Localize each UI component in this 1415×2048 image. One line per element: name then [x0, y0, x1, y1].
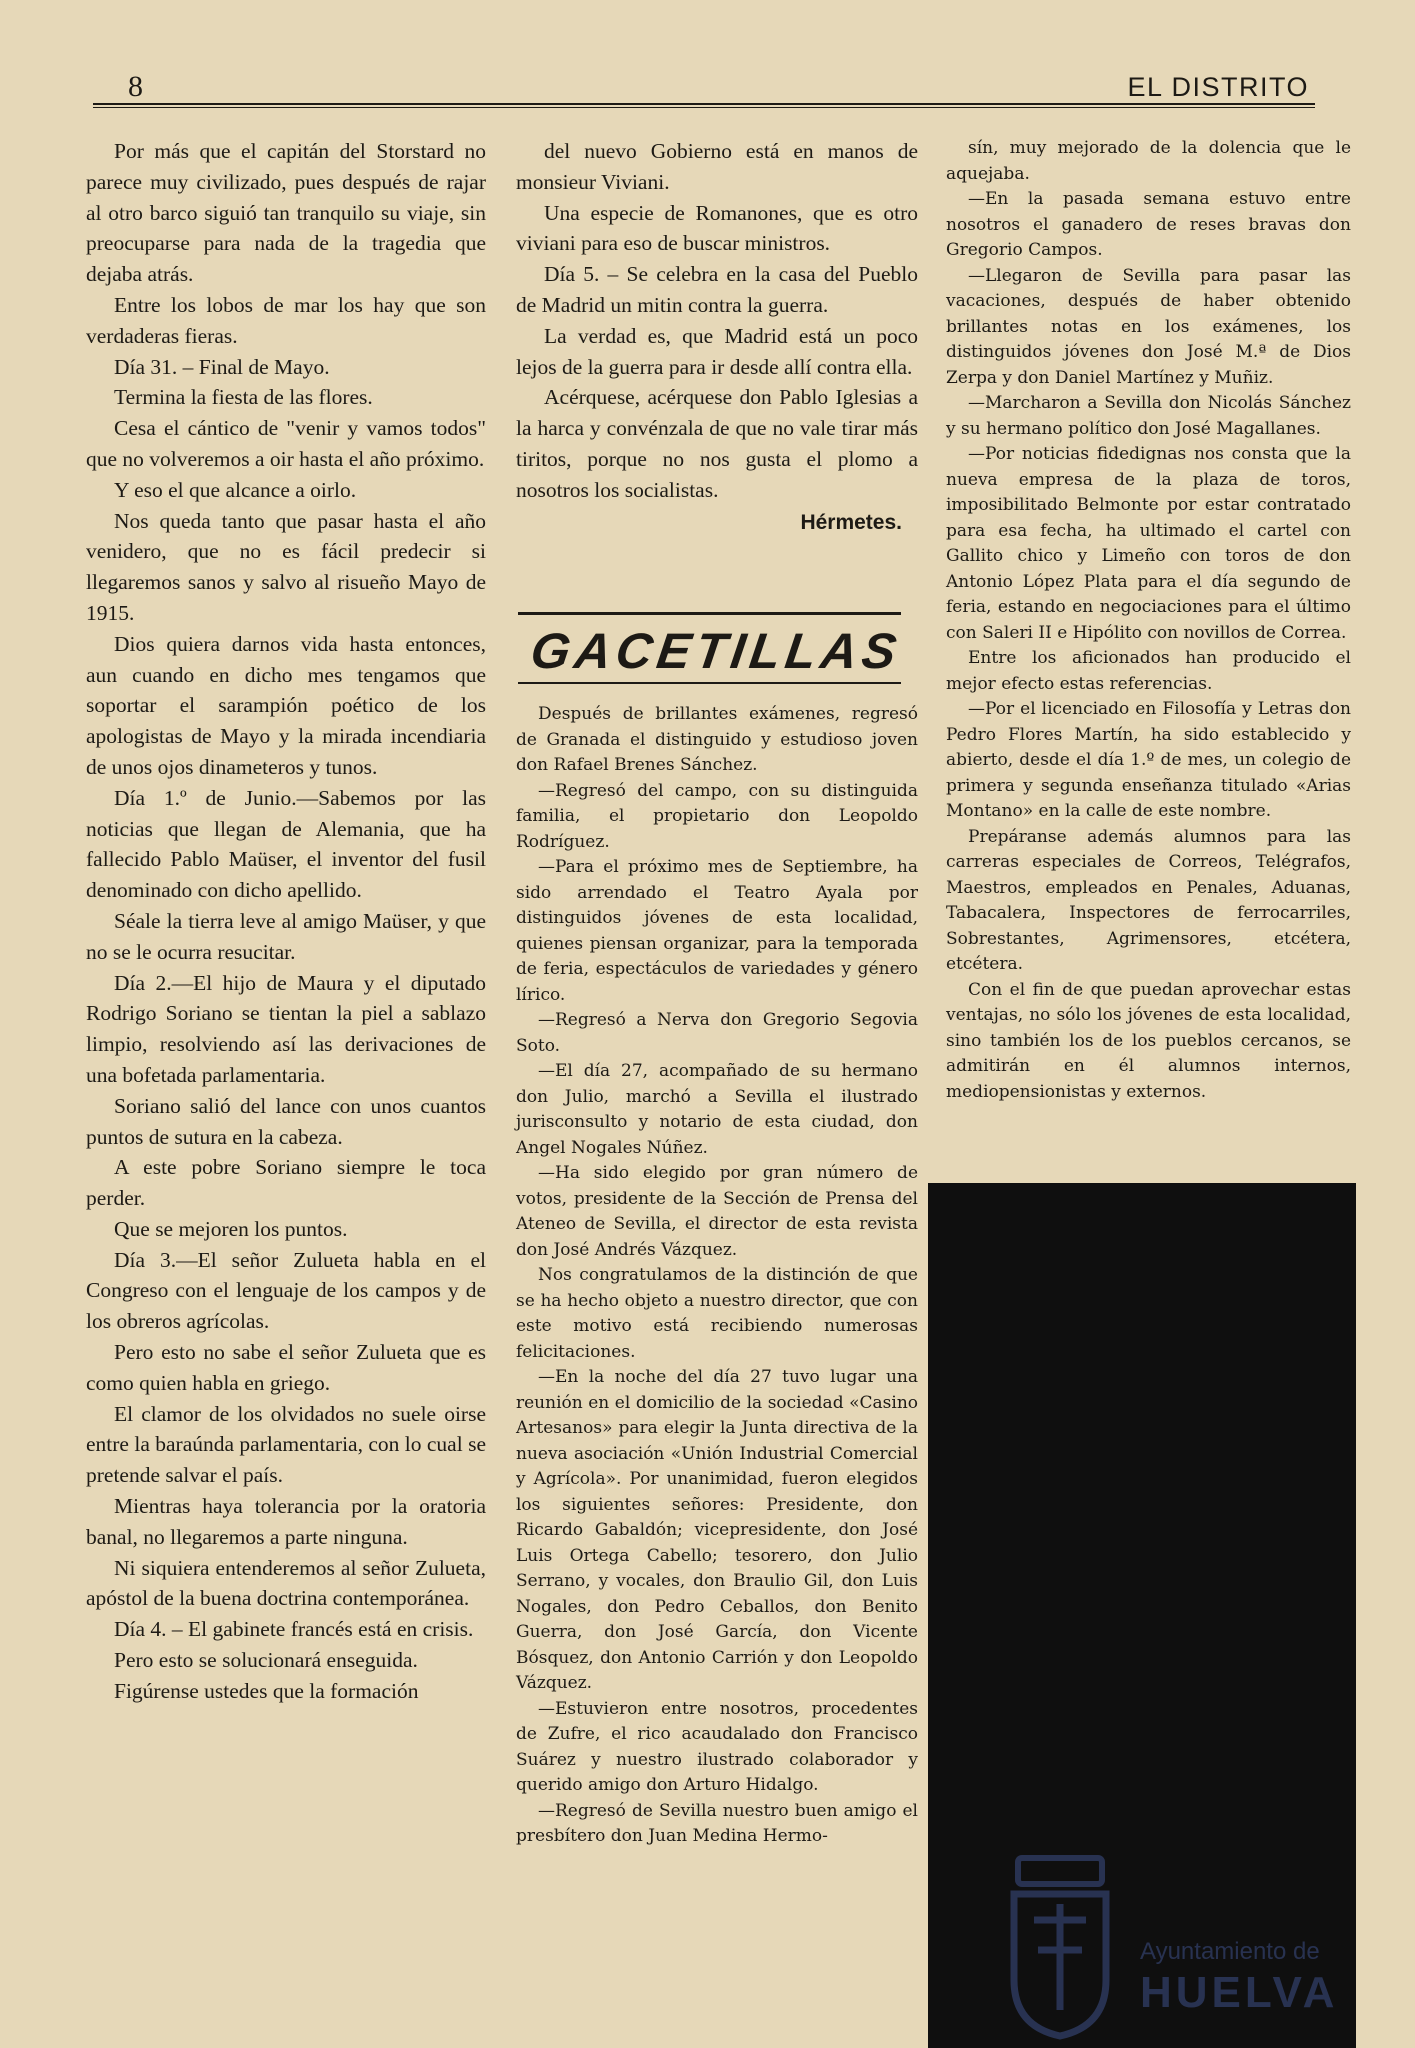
coat-of-arms-icon	[1000, 1850, 1120, 2040]
news-item: —Por noticias fidedignas nos consta que la nueva empresa de la plaza de toros, imposibilitado Belmonte por estar contratado para esa fecha, ha ultimado el cartel con Gallito chico y Limeño con toros de don Antonio López Plata para el día segundo de feria, estando en negociaciones para el último con Saleri II e Hipólito con novillos de Correa.	[946, 444, 1351, 643]
news-item: Nos congratulamos de la distinción de que se ha hecho objeto a nuestro director, que con este motivo está recibiendo numerosas felicitaciones.	[516, 1265, 918, 1362]
column-3-news	[946, 136, 1351, 1105]
paragraph: La verdad es, que Madrid está un poco lejos de la guerra para ir desde allí contra ella.	[516, 323, 918, 379]
paragraph: A este pobre Soriano siempre le toca perder.	[86, 1155, 486, 1211]
column-2-chronicle	[516, 136, 918, 538]
paragraph: Figúrense ustedes que la formación	[114, 1678, 419, 1703]
paragraph: Nos queda tanto que pasar hasta el año venidero, que no es fácil predecir si llegaremos sanos y salvo al risueño Mayo de 1915.	[86, 508, 486, 625]
paragraph: Que se mejoren los puntos.	[114, 1216, 348, 1241]
news-item: —Regresó del campo, con su distinguida familia, el propietario don Leopoldo Rodríguez.	[516, 780, 918, 852]
news-item: Entre los aficionados han producido el mejor efecto estas referencias.	[946, 648, 1351, 694]
paragraph: Día 3.—El señor Zulueta habla en el Congreso con el lenguaje de los campos y de los obreros agrícolas.	[86, 1247, 486, 1334]
paragraph: del nuevo Gobierno está en manos de monsieur Viviani.	[516, 139, 918, 194]
news-item: —Para el próximo mes de Septiembre, ha sido arrendado el Teatro Ayala por distinguidos jóvenes de esta localidad, quienes piensan organizar, para la temporada de feria, espectáculos de variedades y género lírico.	[516, 857, 918, 1005]
watermark-line-2: HUELVA	[1140, 1968, 1339, 2017]
news-item: —El día 27, acompañado de su hermano don Julio, marchó a Sevilla el ilustrado jurisconsulto y notario de esta ciudad, don Angel Nogales Núñez.	[516, 1061, 918, 1158]
section-rule-top	[518, 612, 901, 615]
paragraph: El clamor de los olvidados no suele oirse entre la baraúnda parlamentaria, con lo cual se pretende salvar el país.	[86, 1401, 486, 1488]
paragraph: Día 5. – Se celebra en la casa del Pueblo de Madrid un mitin contra la guerra.	[516, 262, 918, 317]
news-item: —En la noche del día 27 tuvo lugar una reunión en el domicilio de la sociedad «Casino Artesanos» para elegir la Junta directiva de la nueva asociación «Unión Industrial Comercial y Agrícola». Por unanimidad, fueron elegidos los siguientes señores: Presidente, don Ricardo Gabaldón; vicepresidente, don José Luis Ortega Cabello; tesorero, don Julio Serrano, y vocales, don Braulio Gil, don Luis Nogales, don Pedro Ceballos, don Benito Guerra, don José García, don Vicente Bósquez, don Antonio Carrión y don Leopoldo Vázquez.	[516, 1367, 918, 1693]
news-item: —Regresó de Sevilla nuestro buen amigo el presbítero don Juan Medina Hermo-	[516, 1800, 918, 1846]
news-item: Después de brillantes exámenes, regresó de Granada el distinguido y estudioso joven don Rafael Brenes Sánchez.	[516, 704, 918, 775]
news-item: —En la pasada semana estuvo entre nosotros el ganadero de reses bravas don Gregorio Campos.	[946, 189, 1351, 260]
watermark-line-1: Ayuntamiento de	[1140, 1938, 1320, 1965]
news-item: —Regresó a Nerva don Gregorio Segovia Soto.	[516, 1010, 918, 1056]
paragraph: Pero esto se solucionará enseguida.	[114, 1648, 418, 1673]
paragraph: Pero esto no sabe el señor Zulueta que es como quien habla en griego.	[86, 1340, 486, 1395]
header-rule	[93, 103, 1315, 108]
paragraph: Termina la fiesta de las flores.	[114, 385, 373, 410]
column-2-news	[516, 702, 918, 1850]
paragraph: Dios quiera darnos vida hasta entonces, aun cuando en dicho mes tengamos que soportar el sarampión poético de los apologistas de Mayo y la mirada incendiaria de unos ojos dinameteros y tunos.	[86, 631, 486, 779]
news-item: Prepáranse además alumnos para las carreras especiales de Correos, Telégrafos, Maestros, empleados en Penales, Aduanas, Tabacalera, Inspectores de ferrocarriles, Sobrestantes, Agrimensores, etcétera, etcétera.	[946, 826, 1351, 974]
page-number: 8	[128, 70, 143, 103]
news-item: —Ha sido elegido por gran número de votos, presidente de la Sección de Prensa del Ateneo de Sevilla, el director de esta revista don José Andrés Vázquez.	[516, 1163, 918, 1260]
section-title: GACETILLAS	[527, 623, 905, 679]
paragraph: Séale la tierra leve al amigo Maüser, y que no se le ocurra resucitar.	[86, 908, 486, 964]
news-item: —Marcharon a Sevilla don Nicolás Sánchez y su hermano político don José Magallanes.	[946, 393, 1351, 439]
column-1	[86, 136, 486, 1707]
paragraph: Mientras haya tolerancia por la oratoria banal, no llegaremos a parte ninguna.	[86, 1494, 486, 1549]
paragraph: Por más que el capitán del Storstard no parece muy civilizado, pues después de rajar al otro barco siguió tan tranquilo su viaje, sin preocuparse para nada de la tragedia que dejaba atrás.	[86, 139, 486, 287]
paragraph: Día 4. – El gabinete francés está en crisis.	[114, 1617, 474, 1642]
news-item: —Por el licenciado en Filosofía y Letras don Pedro Flores Martín, ha sido establecido y abierto, desde el día 1.º de mes, un colegio de primera y segunda enseñanza titulado «Arias Montano» en la calle de este nombre.	[946, 699, 1351, 821]
paragraph: Soriano salió del lance con unos cuantos puntos de sutura en la cabeza.	[86, 1093, 486, 1149]
archive-watermark	[1000, 1850, 1350, 2040]
paragraph: Entre los lobos de mar los hay que son verdaderas fieras.	[86, 292, 486, 348]
paragraph: Una especie de Romanones, que es otro viviani para eso de buscar ministros.	[516, 200, 918, 256]
section-rule-bottom	[518, 682, 901, 684]
paragraph: Cesa el cántico de "venir y vamos todos" que no volveremos a oir hasta el año próximo.	[86, 416, 486, 471]
paragraph: Y eso el que alcance a oirlo.	[114, 477, 357, 502]
paragraph: Acérquese, acérquese don Pablo Iglesias a la harca y convénzala de que no vale tirar más tiritos, porque no nos gusta el plomo a nosotros los socialistas.	[516, 385, 918, 502]
news-item: sín, muy mejorado de la dolencia que le aquejaba.	[946, 138, 1351, 184]
news-item: Con el fin de que puedan aprovechar estas ventajas, no sólo los jóvenes de esta localidad, sino también los de los pueblos cercanos, se admitirán en él alumnos internos, mediopensionistas y externos.	[946, 979, 1351, 1102]
paragraph: Ni siquiera entenderemos al señor Zulueta, apóstol de la buena doctrina contemporánea.	[86, 1555, 486, 1611]
paragraph: Día 1.º de Junio.—Sabemos por las noticias que llegan de Alemania, que ha fallecido Pablo Maüser, el inventor del fusil denominado con dicho apellido.	[86, 785, 486, 903]
news-item: —Llegaron de Sevilla para pasar las vacaciones, después de haber obtenido brillantes notas en los exámenes, los distinguidos jóvenes don José M.ª de Dios Zerpa y don Daniel Martínez y Muñiz.	[946, 265, 1351, 388]
paragraph: Día 2.—El hijo de Maura y el diputado Rodrigo Soriano se tientan la piel a sablazo limpio, resolviendo así las derivaciones de una bofetada parlamentaria.	[86, 970, 486, 1087]
news-item: —Estuvieron entre nosotros, procedentes de Zufre, el rico acaudalado don Francisco Suárez y nuestro ilustrado colaborador y querido amigo don Arturo Hidalgo.	[516, 1698, 918, 1795]
author-signature: Hérmetes.	[800, 510, 902, 534]
publication-masthead: EL DISTRITO	[1127, 72, 1309, 102]
paragraph: Día 31. – Final de Mayo.	[114, 354, 330, 379]
